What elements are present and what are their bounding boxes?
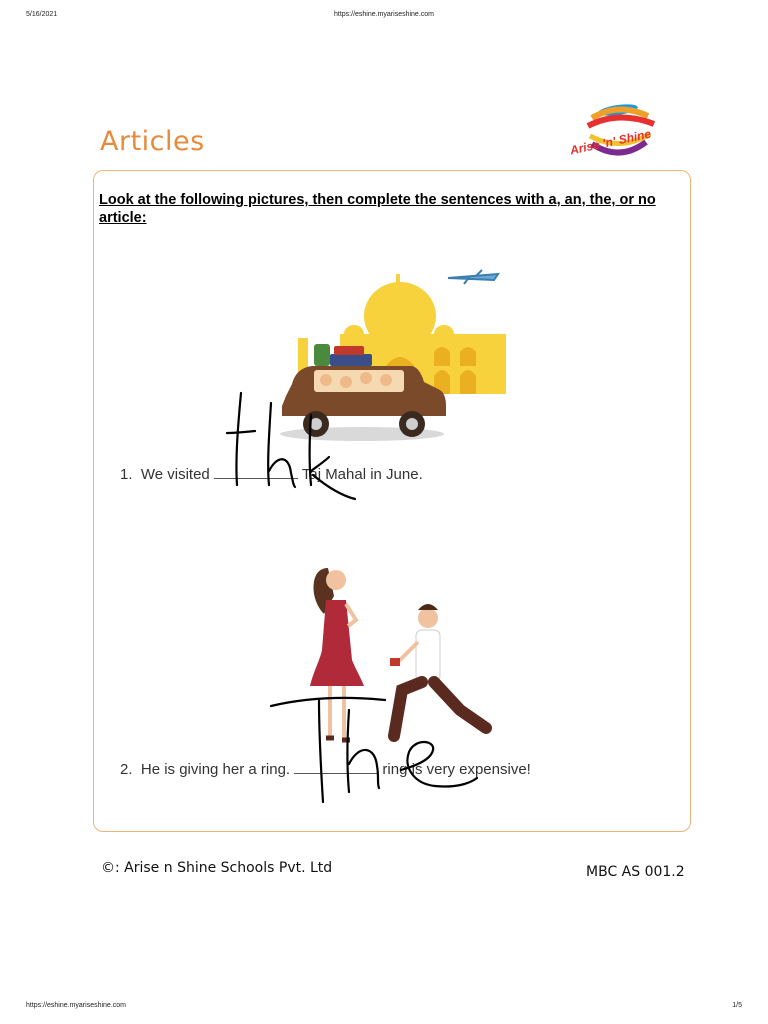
print-date: 5/16/2021 [26, 11, 58, 18]
question-1-after: Taj Mahal in June. [297, 466, 423, 483]
arise-n-shine-logo [560, 96, 670, 166]
question-1-number: 1. [120, 466, 133, 483]
document-code: MBC AS 001.2 [586, 864, 685, 880]
handwritten-answer-2 [265, 680, 480, 810]
question-2-number: 2. [120, 761, 133, 778]
instruction-text: Look at the following pictures, then complete the sentences with a, an, the, or no article: [99, 192, 656, 226]
print-footer-url: https://eshine.myariseshine.com [26, 1002, 126, 1009]
print-page-number: 1/5 [732, 1002, 742, 1009]
question-1-before: We visited [140, 466, 214, 483]
print-url: https://eshine.myariseshine.com [334, 11, 434, 18]
question-2-before: He is giving her a ring. [140, 761, 295, 778]
handwritten-answer-1 [215, 385, 365, 510]
logo-text: Arise 'n' Shine [568, 126, 653, 158]
worksheet-title: Articles [100, 126, 205, 157]
question-2-after: ring is very expensive! [378, 761, 531, 778]
copyright-text: ©: Arise n Shine Schools Pvt. Ltd [101, 860, 333, 876]
